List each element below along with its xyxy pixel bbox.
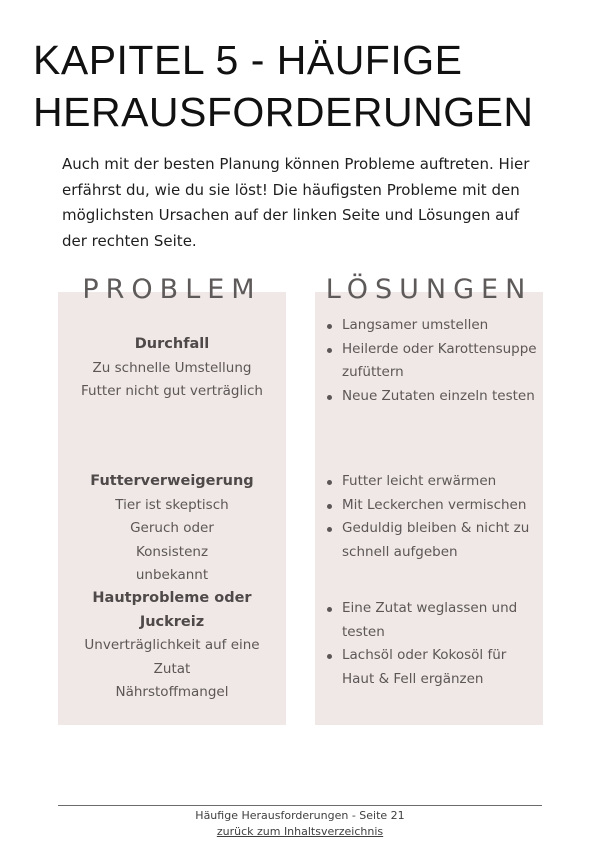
problem-cause: Nährstoffmangel (115, 684, 229, 700)
list-item (325, 644, 540, 691)
problem-cause: Futter nicht gut verträglich (81, 383, 263, 399)
footer-divider (58, 805, 542, 806)
solution-text: Futter leicht erwärmen (342, 473, 497, 489)
list-item (325, 494, 543, 518)
solution-text: Lachsöl oder Kokosöl für Haut & Fell ergänzen (342, 647, 507, 687)
list-item (325, 385, 540, 409)
solution-list (325, 314, 540, 408)
solution-text: Geduldig bleiben & nicht zu schnell aufgeben (342, 520, 530, 560)
bullet-icon (327, 480, 332, 485)
bullet-icon (327, 527, 332, 532)
solution-text: Heilerde oder Karottensuppe zufüttern (342, 340, 537, 380)
problem-column-heading: PROBLEM (82, 274, 262, 305)
problem-name: Hautprobleme oder Juckreiz (92, 590, 252, 630)
solution-text: Mit Leckerchen vermischen (342, 496, 527, 513)
bullet-icon (327, 324, 332, 329)
page-title: KAPITEL 5 - HÄUFIGE HERAUSFORDERUNGEN (33, 37, 534, 135)
footer-link-container (0, 824, 600, 840)
list-item (325, 597, 540, 644)
footer-page-label: Häufige Herausforderungen - Seite 21 (195, 809, 405, 822)
bullet-icon (327, 395, 332, 400)
problem-block (58, 587, 286, 705)
problem-cause: Unverträglichkeit auf eine Zutat (84, 637, 260, 677)
bullet-icon (327, 348, 332, 353)
solution-text: Neue Zutaten einzeln testen (342, 387, 535, 404)
problem-name: Durchfall (134, 336, 210, 352)
problem-name: Futterverweigerung (90, 473, 254, 489)
problem-block (58, 470, 286, 588)
toc-link[interactable]: zurück zum Inhaltsverzeichnis (216, 825, 384, 838)
intro-paragraph: Auch mit der besten Planung können Probleme auftreten. Hier erfährst du, wie du sie löst! Die häufigsten Probleme mit den möglichsten Ursachen auf der linken Seite und Lösungen auf der rechten Seite. (62, 155, 530, 250)
problem-cause: Zu schnelle Umstellung (92, 359, 252, 376)
solution-list (325, 470, 543, 564)
list-item (325, 517, 543, 564)
bullet-icon (327, 504, 332, 509)
bullet-icon (327, 654, 332, 659)
list-item (325, 338, 540, 385)
problem-cause: Geruch oder Konsistenz unbekannt (130, 520, 214, 583)
solution-text: Langsamer umstellen (342, 317, 489, 333)
solution-text: Eine Zutat weglassen und testen (342, 600, 518, 640)
list-item (325, 470, 543, 494)
problem-cause: Tier ist skeptisch (115, 496, 229, 513)
list-item (325, 314, 540, 338)
solution-list (325, 597, 540, 691)
problem-block (58, 333, 286, 404)
bullet-icon (327, 607, 332, 612)
solutions-column-heading: LÖSUNGEN (325, 274, 533, 305)
